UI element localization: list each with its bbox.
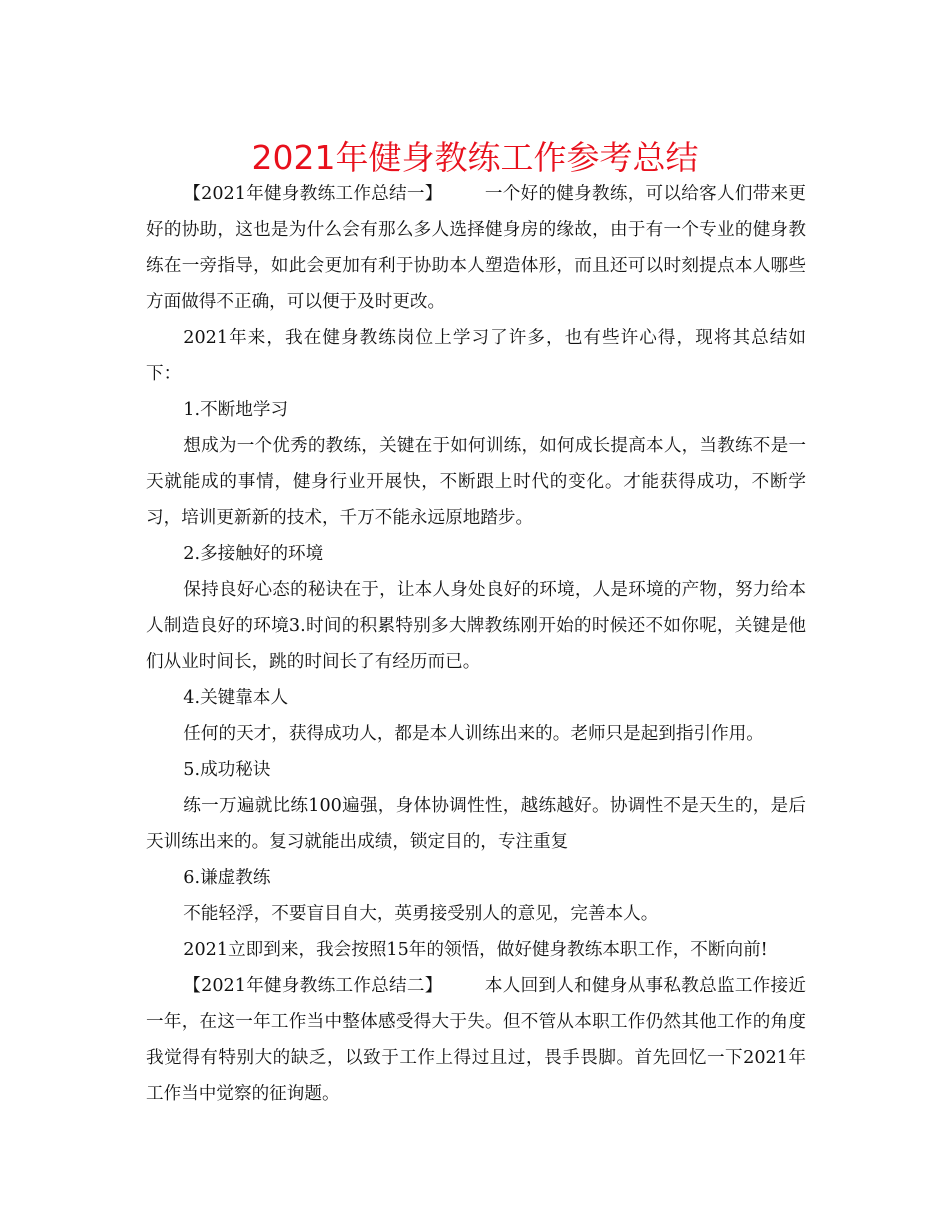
- list-heading: 5.成功秘诀: [183, 760, 271, 780]
- paragraph: 2021年来，我在健身教练岗位上学习了许多，也有些许心得，现将其总结如下：: [146, 328, 806, 384]
- paragraph: 任何的天才，获得成功人，都是本人训练出来的。老师只是起到指引作用。: [183, 724, 764, 744]
- section-heading-summary-one: 【2021年健身教练工作总结一】: [183, 184, 443, 204]
- paragraph-text: 本人回到人和健身从事私教总监工作接近一年，在这一年工作当中整体感受得大于失。但不管从本职工作仍然其他工作的角度我觉得有特别大的缺乏，以致于工作上得过且过，畏手畏脚。首先回忆一下2021年工作当中觉察的征询题。: [146, 976, 806, 1104]
- paragraph: 保持良好心态的秘诀在于，让本人身处良好的环境，人是环境的产物，努力给本人制造良好的环境3.时间的积累特别多大牌教练刚开始的时候还不如你呢，关键是他们从业时间长，跳的时间长了有经历而已。: [146, 580, 806, 672]
- paragraph-summary-one-intro: [146, 176, 806, 320]
- paragraph-text: 一个好的健身教练，可以给客人们带来更好的协助，这也是为什么会有那么多人选择健身房的缘故，由于有一个专业的健身教练在一旁指导，如此会更加有利于协助本人塑造体形，而且还可以时刻提点本人哪些方面做得不正确，可以便于及时更改。: [146, 184, 806, 312]
- document-title: 2021年健身教练工作参考总结: [251, 138, 699, 177]
- document-body: [146, 176, 806, 1112]
- list-heading: 4.关键靠本人: [183, 688, 289, 708]
- list-heading: 6.谦虚教练: [183, 868, 271, 888]
- paragraph-summary-two-intro: [146, 968, 806, 1112]
- paragraph: 2021立即到来，我会按照15年的领悟，做好健身教练本职工作，不断向前!: [183, 940, 768, 960]
- paragraph: 想成为一个优秀的教练，关键在于如何训练，如何成长提高本人，当教练不是一天就能成的事情，健身行业开展快，不断跟上时代的变化。才能获得成功，不断学习，培训更新新的技术，千万不能永远原地踏步。: [146, 436, 806, 528]
- paragraph: 练一万遍就比练100遍强，身体协调性性，越练越好。协调性不是天生的，是后天训练出来的。复习就能出成绩，锁定目的，专注重复: [146, 796, 806, 852]
- list-heading: 1.不断地学习: [183, 400, 289, 420]
- list-heading: 2.多接触好的环境: [183, 544, 324, 564]
- section-heading-summary-two: 【2021年健身教练工作总结二】: [183, 976, 443, 996]
- paragraph: 不能轻浮，不要盲目自大，英勇接受别人的意见，完善本人。: [183, 904, 659, 924]
